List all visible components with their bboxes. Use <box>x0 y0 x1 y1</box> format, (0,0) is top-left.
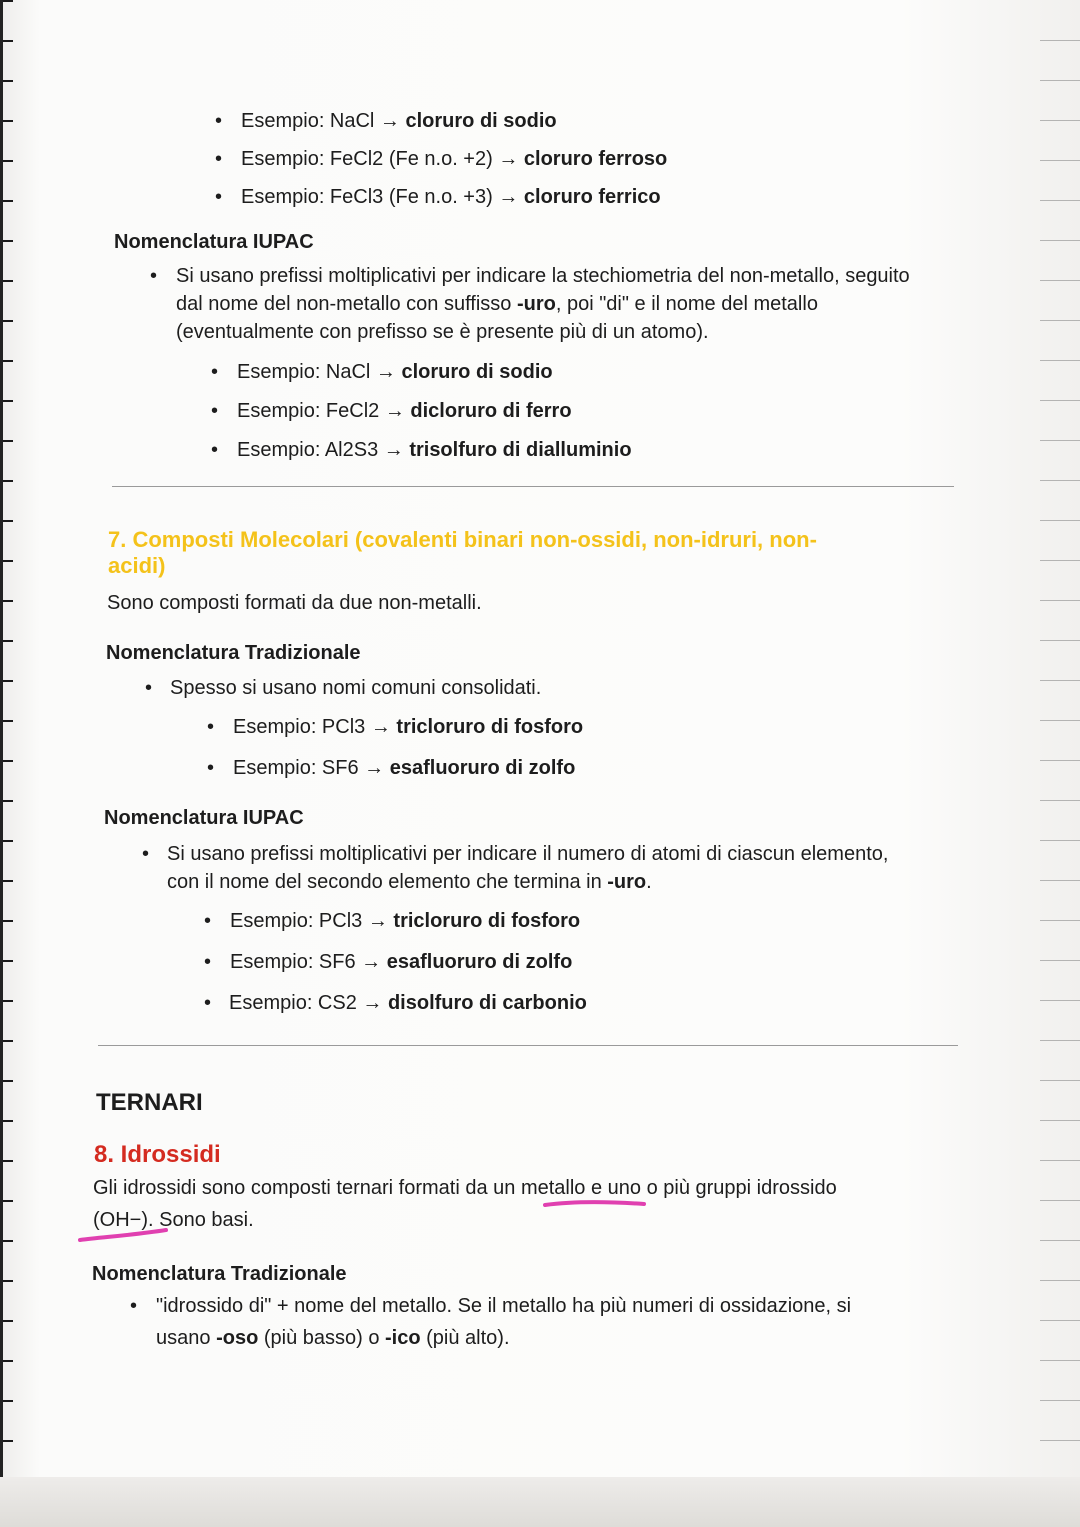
highlighter-underline <box>540 1196 650 1212</box>
paragraph-line: Spesso si usano nomi comuni consolidati. <box>170 677 542 699</box>
example-line: Esempio: NaCl → cloruro di sodio <box>241 110 557 132</box>
bullet: • <box>204 910 212 932</box>
example-line: Esempio: SF6 → esafluoruro di zolfo <box>233 757 576 779</box>
bullet: • <box>215 148 223 170</box>
subheading-iupac: Nomenclatura IUPAC <box>114 231 314 253</box>
example-line: Esempio: Al2S3 → trisolfuro di dialluminio <box>237 439 632 461</box>
subheading-tradizionale: Nomenclatura Tradizionale <box>92 1263 347 1285</box>
bullet: • <box>211 361 219 383</box>
example-line: Esempio: FeCl2 → dicloruro di ferro <box>237 400 572 422</box>
bullet: • <box>142 843 150 865</box>
bullet: • <box>215 110 223 132</box>
highlighter-underline <box>74 1224 174 1246</box>
paragraph-line: Si usano prefissi moltiplicativi per indicare il numero di atomi di ciascun elemento, <box>167 843 889 865</box>
bullet: • <box>211 439 219 461</box>
example-line: Esempio: NaCl → cloruro di sodio <box>237 361 553 383</box>
bullet: • <box>207 716 215 738</box>
divider <box>112 486 954 487</box>
bullet: • <box>215 186 223 208</box>
bullet: • <box>207 757 215 779</box>
section-7-title-line1: 7. Composti Molecolari (covalenti binari non-ossidi, non-idruri, non- <box>108 527 817 552</box>
bullet: • <box>150 265 158 287</box>
example-line: Esempio: FeCl3 (Fe n.o. +3) → cloruro ferrico <box>241 186 661 208</box>
bullet: • <box>130 1295 138 1317</box>
section-7-intro: Sono composti formati da due non-metalli. <box>107 592 482 614</box>
example-line: Esempio: CS2 → disolfuro di carbonio <box>229 992 587 1014</box>
ternari-heading: TERNARI <box>96 1089 203 1116</box>
divider <box>98 1045 958 1046</box>
paragraph-line: "idrossido di" + nome del metallo. Se il metallo ha più numeri di ossidazione, si <box>156 1295 852 1317</box>
paragraph-line: dal nome del non-metallo con suffisso -uro, poi "di" e il nome del metallo <box>176 293 818 315</box>
paragraph-line: (eventualmente con prefisso se è presente più di un atomo). <box>176 321 709 343</box>
example-line: Esempio: FeCl2 (Fe n.o. +2) → cloruro ferroso <box>241 148 668 170</box>
page-bottom-edge <box>0 1477 1080 1527</box>
bullet: • <box>211 400 219 422</box>
subheading-tradizionale: Nomenclatura Tradizionale <box>106 642 361 664</box>
paragraph-line: Si usano prefissi moltiplicativi per indicare la stechiometria del non-metallo, seguito <box>176 265 910 287</box>
paragraph-line: usano -oso (più basso) o -ico (più alto). <box>156 1327 510 1349</box>
notebook-binding <box>0 0 13 1527</box>
section-8-intro-line1: Gli idrossidi sono composti ternari formati da un metallo e uno o più gruppi idrossido <box>93 1177 837 1199</box>
subheading-iupac: Nomenclatura IUPAC <box>104 807 304 829</box>
example-line: Esempio: PCl3 → tricloruro di fosforo <box>230 910 581 932</box>
paragraph-line: con il nome del secondo elemento che termina in -uro. <box>167 871 652 893</box>
page-edge-lines <box>1040 40 1080 1480</box>
bullet: • <box>204 992 212 1014</box>
example-line: Esempio: PCl3 → tricloruro di fosforo <box>233 716 584 738</box>
section-7-title-line2: acidi) <box>108 553 166 578</box>
section-8-intro-line2: (OH−). Sono basi. <box>93 1209 254 1231</box>
example-line: Esempio: SF6 → esafluoruro di zolfo <box>230 951 573 973</box>
bullet: • <box>145 677 153 699</box>
section-8-title: 8. Idrossidi <box>94 1141 221 1168</box>
bullet: • <box>204 951 212 973</box>
